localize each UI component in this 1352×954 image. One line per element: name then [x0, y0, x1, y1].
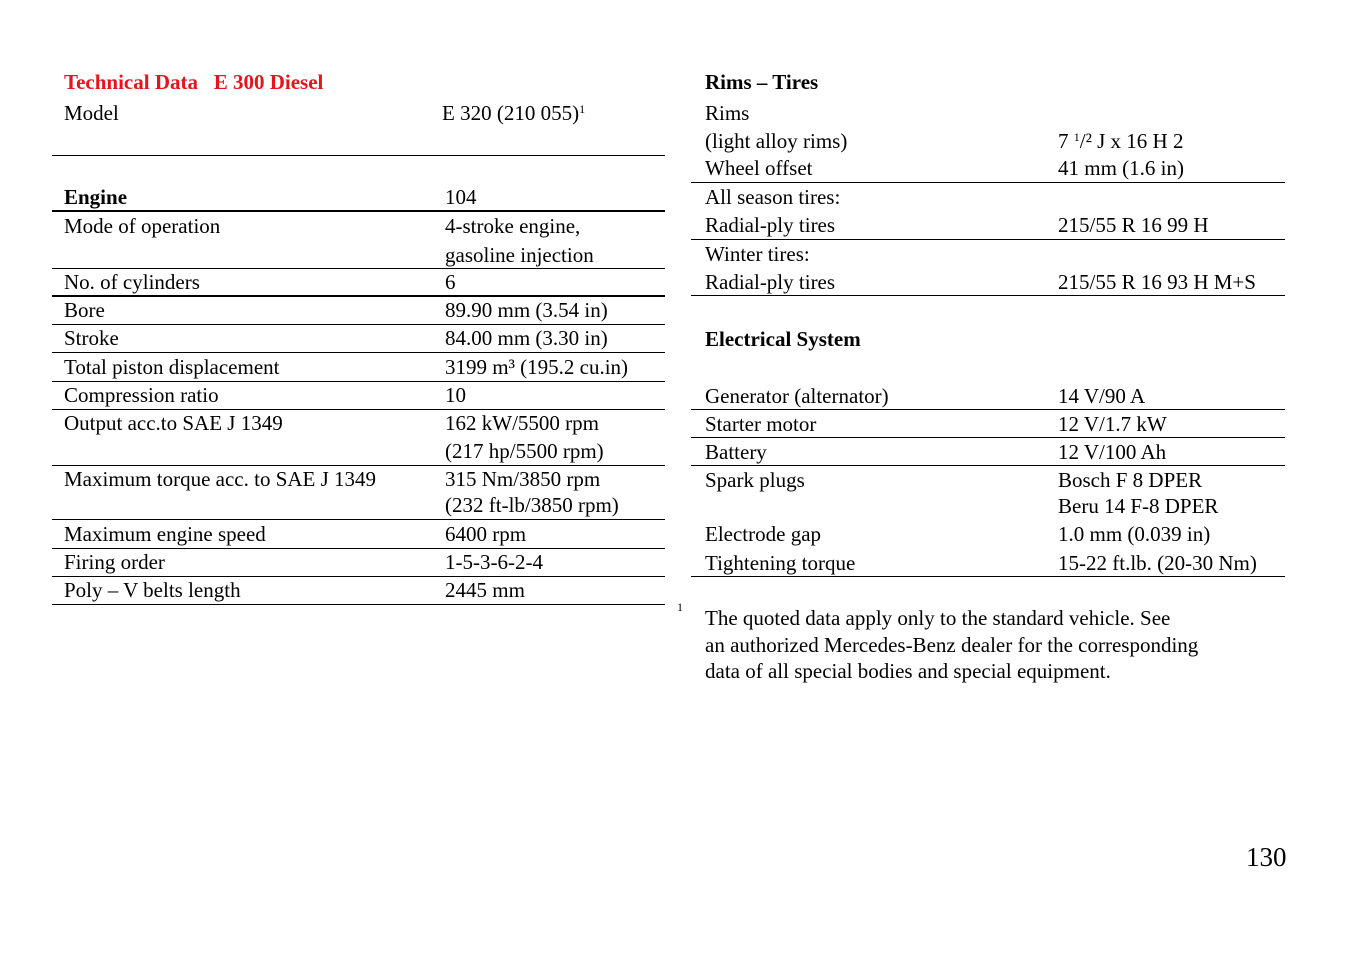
- divider: [691, 409, 1285, 410]
- wheel-offset-label: Wheel offset: [705, 156, 813, 180]
- engine-row-label: Firing order: [64, 550, 165, 574]
- model-label: Model: [64, 101, 119, 125]
- alloy-rims-value: [1058, 129, 1183, 153]
- all-season-label: All season tires:: [705, 185, 841, 209]
- alloy-rims-label: (light alloy rims): [705, 129, 848, 153]
- alloy-rims-value-b: /² J x 16 H 2: [1079, 129, 1184, 153]
- alloy-rims-sup: 1: [1073, 130, 1080, 144]
- electrical-row-value: 1.0 mm (0.039 in): [1058, 522, 1211, 546]
- engine-row-label: Mode of operation: [64, 214, 221, 238]
- rims-heading: Rims – Tires: [705, 70, 819, 94]
- engine-heading: Engine: [64, 185, 128, 209]
- electrical-row-value-cont: Beru 14 F-8 DPER: [1058, 494, 1219, 518]
- divider: [52, 295, 665, 297]
- electrical-row-label: Generator (alternator): [705, 384, 889, 408]
- divider: [52, 548, 665, 549]
- radial-ply-label: Radial-ply tires: [705, 213, 836, 237]
- title-technical-data: Technical Data: [64, 70, 198, 94]
- divider: [52, 155, 665, 156]
- electrical-row-label: Starter motor: [705, 412, 817, 436]
- divider: [52, 409, 665, 410]
- engine-row-label: Bore: [64, 298, 105, 322]
- engine-row-label: Maximum torque acc. to SAE J 1349: [64, 467, 377, 491]
- engine-row-value: 315 Nm/3850 rpm: [445, 467, 601, 491]
- electrical-row-label: Electrode gap: [705, 522, 822, 546]
- engine-row-value: 84.00 mm (3.30 in): [445, 326, 608, 350]
- engine-row-label: No. of cylinders: [64, 270, 200, 294]
- engine-row-label: Poly – V belts length: [64, 578, 241, 602]
- radial-ply-value: 215/55 R 16 93 H M+S: [1058, 270, 1256, 294]
- engine-row-label: Output acc.to SAE J 1349: [64, 411, 283, 435]
- electrical-row-value: 14 V/90 A: [1058, 384, 1146, 408]
- engine-heading-value: 104: [445, 185, 477, 209]
- engine-row-label: Total piston displacement: [64, 355, 280, 379]
- radial-ply-value: 215/55 R 16 99 H: [1058, 213, 1209, 237]
- divider: [52, 465, 665, 466]
- rims-label: Rims: [705, 101, 750, 125]
- footnote-line: data of all special bodies and special equipment.: [705, 659, 1111, 683]
- engine-row-value: 3199 m³ (195.2 cu.in): [445, 355, 629, 379]
- divider: [52, 381, 665, 382]
- footnote-line: an authorized Mercedes-Benz dealer for the corresponding: [705, 633, 1199, 657]
- footnote-line: The quoted data apply only to the standard vehicle. See: [705, 606, 1171, 630]
- engine-row-label: Maximum engine speed: [64, 522, 266, 546]
- engine-row-value: 6400 rpm: [445, 522, 527, 546]
- divider: [691, 295, 1285, 296]
- engine-row-value: 10: [445, 383, 466, 407]
- winter-tires-label: Winter tires:: [705, 242, 810, 266]
- divider: [52, 352, 665, 353]
- divider: [691, 465, 1285, 466]
- divider: [52, 604, 665, 605]
- title-model-name: E 300 Diesel: [213, 70, 324, 94]
- engine-row-value-cont: gasoline injection: [445, 243, 594, 267]
- divider: [52, 519, 665, 520]
- divider: [691, 182, 1285, 183]
- model-value-text: E 320 (210 055): [442, 101, 580, 125]
- engine-row-label: Stroke: [64, 326, 119, 350]
- wheel-offset-value: 41 mm (1.6 in): [1058, 156, 1184, 180]
- electrical-row-value: 15-22 ft.lb. (20-30 Nm): [1058, 551, 1257, 575]
- electrical-row-value: 12 V/100 Ah: [1058, 440, 1167, 464]
- footnote-marker: 1: [677, 600, 683, 614]
- divider: [691, 576, 1285, 577]
- engine-row-label: Compression ratio: [64, 383, 219, 407]
- electrical-row-label: Spark plugs: [705, 468, 805, 492]
- engine-row-value-cont: (217 hp/5500 rpm): [445, 439, 604, 463]
- divider: [691, 437, 1285, 438]
- footnote-ref: 1: [579, 102, 586, 116]
- electrical-row-label: Tightening torque: [705, 551, 856, 575]
- engine-row-value: 6: [445, 270, 456, 294]
- page-number: 130: [1246, 842, 1287, 872]
- engine-row-value-cont: (232 ft-lb/3850 rpm): [445, 493, 619, 517]
- engine-row-value: 89.90 mm (3.54 in): [445, 298, 608, 322]
- divider: [691, 239, 1285, 240]
- divider: [52, 268, 665, 269]
- electrical-row-value: Bosch F 8 DPER: [1058, 468, 1203, 492]
- alloy-rims-value-a: 7: [1058, 129, 1074, 153]
- electrical-row-value: 12 V/1.7 kW: [1058, 412, 1167, 436]
- engine-row-value: 162 kW/5500 rpm: [445, 411, 599, 435]
- divider: [52, 576, 665, 577]
- model-value: [442, 101, 585, 125]
- engine-row-value: 1-5-3-6-2-4: [445, 550, 543, 574]
- electrical-heading: Electrical System: [705, 327, 861, 351]
- engine-row-value: 4-stroke engine,: [445, 214, 581, 238]
- divider: [52, 324, 665, 325]
- radial-ply-label: Radial-ply tires: [705, 270, 836, 294]
- divider: [52, 210, 665, 212]
- section-title: [64, 70, 323, 94]
- electrical-row-label: Battery: [705, 440, 767, 464]
- engine-row-value: 2445 mm: [445, 578, 525, 602]
